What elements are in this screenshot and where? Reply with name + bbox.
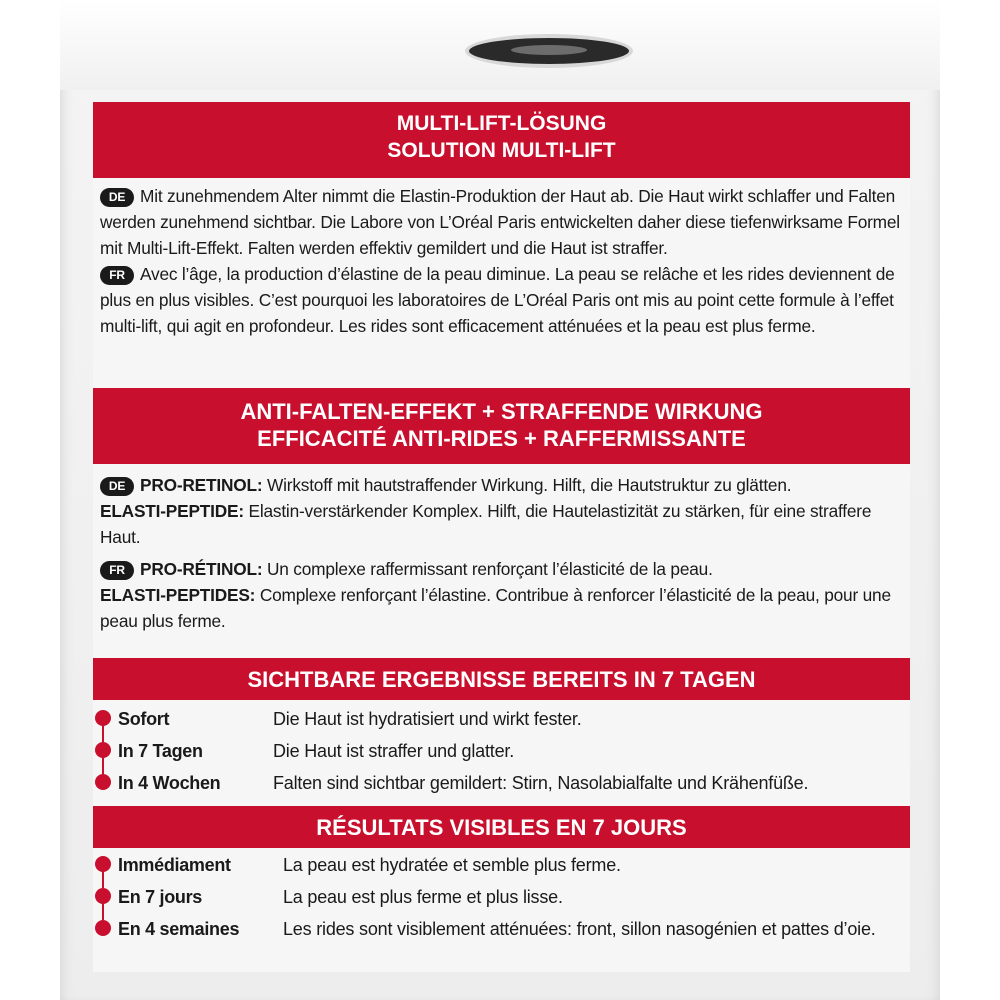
connector-line (102, 724, 104, 742)
language-badge-de: DE (100, 477, 134, 496)
term-text: Wirkstoff mit hautstraffender Wirkung. Hilft, die Hautstruktur zu glätten. (267, 475, 792, 495)
term: PRO-RETINOL: (140, 475, 263, 495)
result-text: La peau est plus ferme et plus lisse. (283, 887, 563, 907)
ingredient-de-2 (100, 498, 905, 550)
paragraph-fr (100, 261, 905, 339)
connector-line (102, 870, 104, 888)
ingredient-de-1 (100, 472, 905, 498)
language-badge-de: DE (100, 188, 134, 207)
result-text: Falten sind sichtbar gemildert: Stirn, Nasolabialfalte und Krähenfüße. (273, 773, 809, 793)
term: ELASTI-PEPTIDES: (100, 585, 256, 605)
ingredients-text (100, 472, 905, 634)
result-label: En 4 semaines (118, 919, 240, 939)
result-text: Die Haut ist hydratisiert und wirkt fester. (273, 709, 582, 729)
connector-line (102, 756, 104, 774)
result-text: Les rides sont visiblement atténuées: front, sillon nasogénien et pattes d’oie. (283, 919, 876, 939)
result-text: La peau est hydratée et semble plus ferme. (283, 855, 621, 875)
section-header-antifalten (93, 388, 910, 464)
result-label: Immédiament (118, 855, 231, 875)
result-text: Die Haut ist straffer und glatter. (273, 741, 514, 761)
header-title-de: ANTI-FALTEN-EFFEKT + STRAFFENDE WIRKUNG (240, 399, 763, 424)
header-title-fr: EFFICACITÉ ANTI-RIDES + RAFFERMISSANTE (257, 426, 746, 451)
header-title-fr: SOLUTION MULTI-LIFT (387, 139, 616, 162)
ingredient-fr-1 (100, 556, 905, 582)
term-text: Complexe renforçant l’élastine. Contribue à renforcer l’élasticité de la peau, pour une peau plus ferme. (100, 585, 891, 631)
result-label: Sofort (118, 709, 170, 729)
connector-line (102, 902, 104, 920)
term-text: Elastin-verstärkender Komplex. Hilft, die Hautelastizität zu stärken, für eine straffere Haut. (100, 501, 872, 547)
result-label: In 4 Wochen (118, 773, 221, 793)
text-fr: Avec l’âge, la production d’élastine de la peau diminue. La peau se relâche et les rides deviennent de plus en plus visibles. C’est pourquoi les laboratoires de L’Oréal Paris ont mis au point cette formule à l’effet multi-lift, qui agit en profondeur. Les rides sont efficacement atténuées et la peau est plus ferme. (100, 264, 895, 336)
header-title-de: MULTI-LIFT-LÖSUNG (396, 112, 607, 135)
term-text: Un complexe raffermissant renforçant l’élasticité de la peau. (267, 559, 713, 579)
multilift-text (100, 183, 905, 339)
info-panel (93, 102, 910, 972)
section-header-resultats: RÉSULTATS VISIBLES EN 7 JOURS (93, 806, 910, 848)
bullet-icon (95, 920, 111, 936)
section-header-ergebnisse: SICHTBARE ERGEBNISSE BEREITS IN 7 TAGEN (93, 658, 910, 700)
result-label: En 7 jours (118, 887, 203, 907)
jar-lid (465, 34, 633, 68)
text-de: Mit zunehmendem Alter nimmt die Elastin-Produktion der Haut ab. Die Haut wirkt schlaffer und Falten werden zunehmend sichtbar. Die Labore von L’Oréal Paris entwickelten daher diese tiefenwirksame Formel mit Multi-Lift-Effekt. Falten werden effektiv gemildert und die Haut ist straffer. (100, 186, 900, 258)
term: ELASTI-PEPTIDE: (100, 501, 244, 521)
language-badge-fr: FR (100, 266, 134, 285)
section-header-multilift (93, 102, 910, 178)
bullet-icon (95, 774, 111, 790)
paragraph-de (100, 183, 905, 261)
product-box (60, 0, 940, 1000)
ingredient-fr-2 (100, 582, 905, 634)
language-badge-fr: FR (100, 561, 134, 580)
result-label: In 7 Tagen (118, 741, 203, 761)
term: PRO-RÉTINOL: (140, 559, 263, 579)
